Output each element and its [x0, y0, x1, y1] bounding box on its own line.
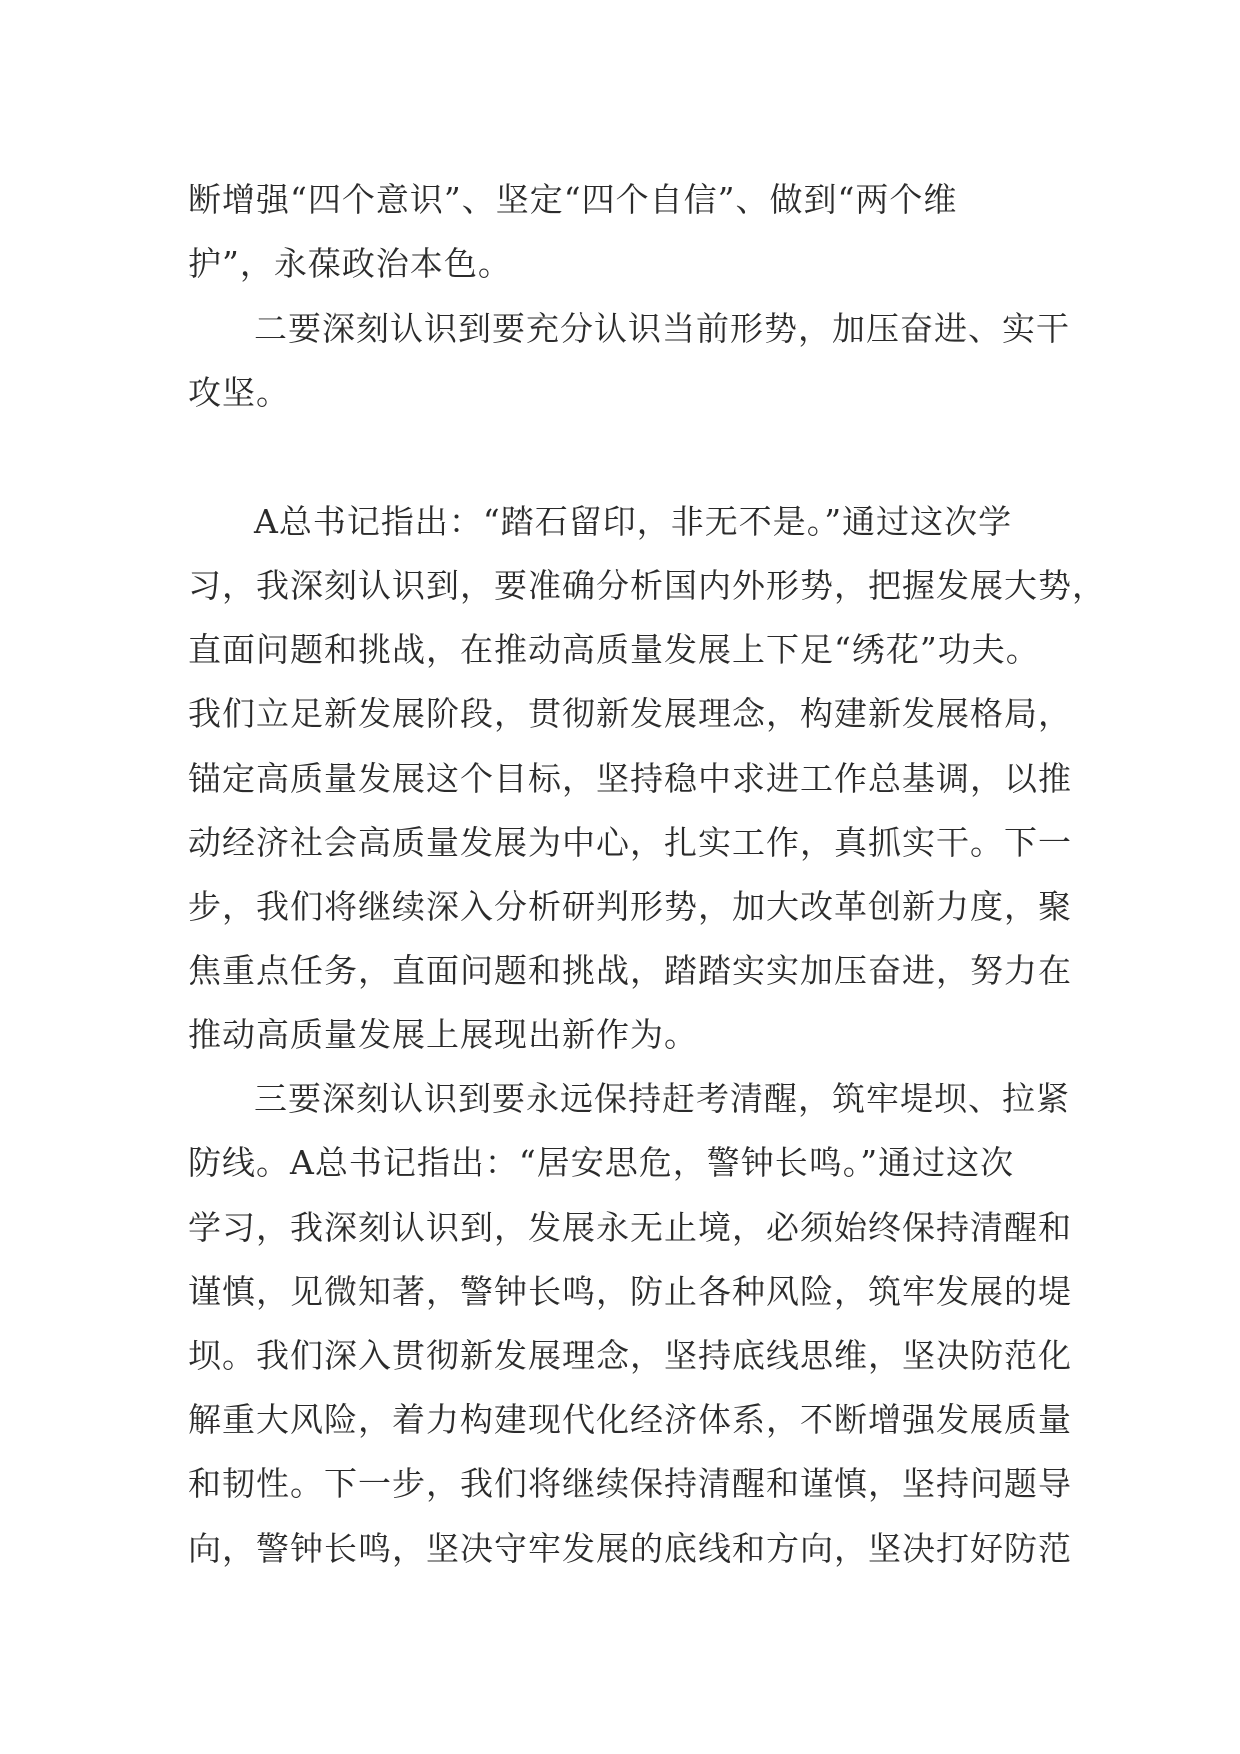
- text-line: 直面问题和挑战，在推动高质量发展上下足“绣花”功夫。: [188, 630, 1040, 669]
- paragraph-first-line: A总书记指出：“踏石留印，非无不是。”通过这次学: [254, 502, 1013, 541]
- text-line: 护”，永葆政治本色。: [188, 244, 512, 283]
- paragraph-heading-line: 二要深刻认识到要充分认识当前形势，加压奋进、实干: [254, 309, 1070, 348]
- text-line: 锚定高质量发展这个目标，坚持稳中求进工作总基调，以推: [188, 759, 1072, 798]
- text-line: 推动高质量发展上展现出新作为。: [188, 1015, 698, 1054]
- text-line: 动经济社会高质量发展为中心，扎实工作，真抓实干。下一: [188, 823, 1072, 862]
- text-line: 步，我们将继续深入分析研判形势，加大改革创新力度，聚: [188, 887, 1072, 926]
- text-line: 向，警钟长鸣，坚决守牢发展的底线和方向，坚决打好防范: [188, 1529, 1072, 1568]
- text-line: 防线。A总书记指出：“居安思危，警钟长鸣。”通过这次: [188, 1143, 1015, 1182]
- text-line: 断增强“四个意识”、坚定“四个自信”、做到“两个维: [188, 180, 958, 219]
- text-line: 和韧性。下一步，我们将继续保持清醒和谨慎，坚持问题导: [188, 1464, 1072, 1503]
- paragraph-heading-line: 三要深刻认识到要永远保持赶考清醒，筑牢堤坝、拉紧: [254, 1079, 1070, 1118]
- text-line: 焦重点任务，直面问题和挑战，踏踏实实加压奋进，努力在: [188, 951, 1072, 990]
- text-line: 学习，我深刻认识到，发展永无止境，必须始终保持清醒和: [188, 1208, 1072, 1247]
- text-line: 谨慎，见微知著，警钟长鸣，防止各种风险，筑牢发展的堤: [188, 1272, 1072, 1311]
- text-line: 我们立足新发展阶段，贯彻新发展理念，构建新发展格局，: [188, 694, 1072, 733]
- text-line: 习，我深刻认识到，要准确分析国内外形势，把握发展大势，: [188, 566, 1106, 605]
- text-line: 解重大风险，着力构建现代化经济体系，不断增强发展质量: [188, 1400, 1072, 1439]
- text-line: 坝。我们深入贯彻新发展理念，坚持底线思维，坚决防范化: [188, 1336, 1072, 1375]
- text-line: 攻坚。: [188, 373, 290, 412]
